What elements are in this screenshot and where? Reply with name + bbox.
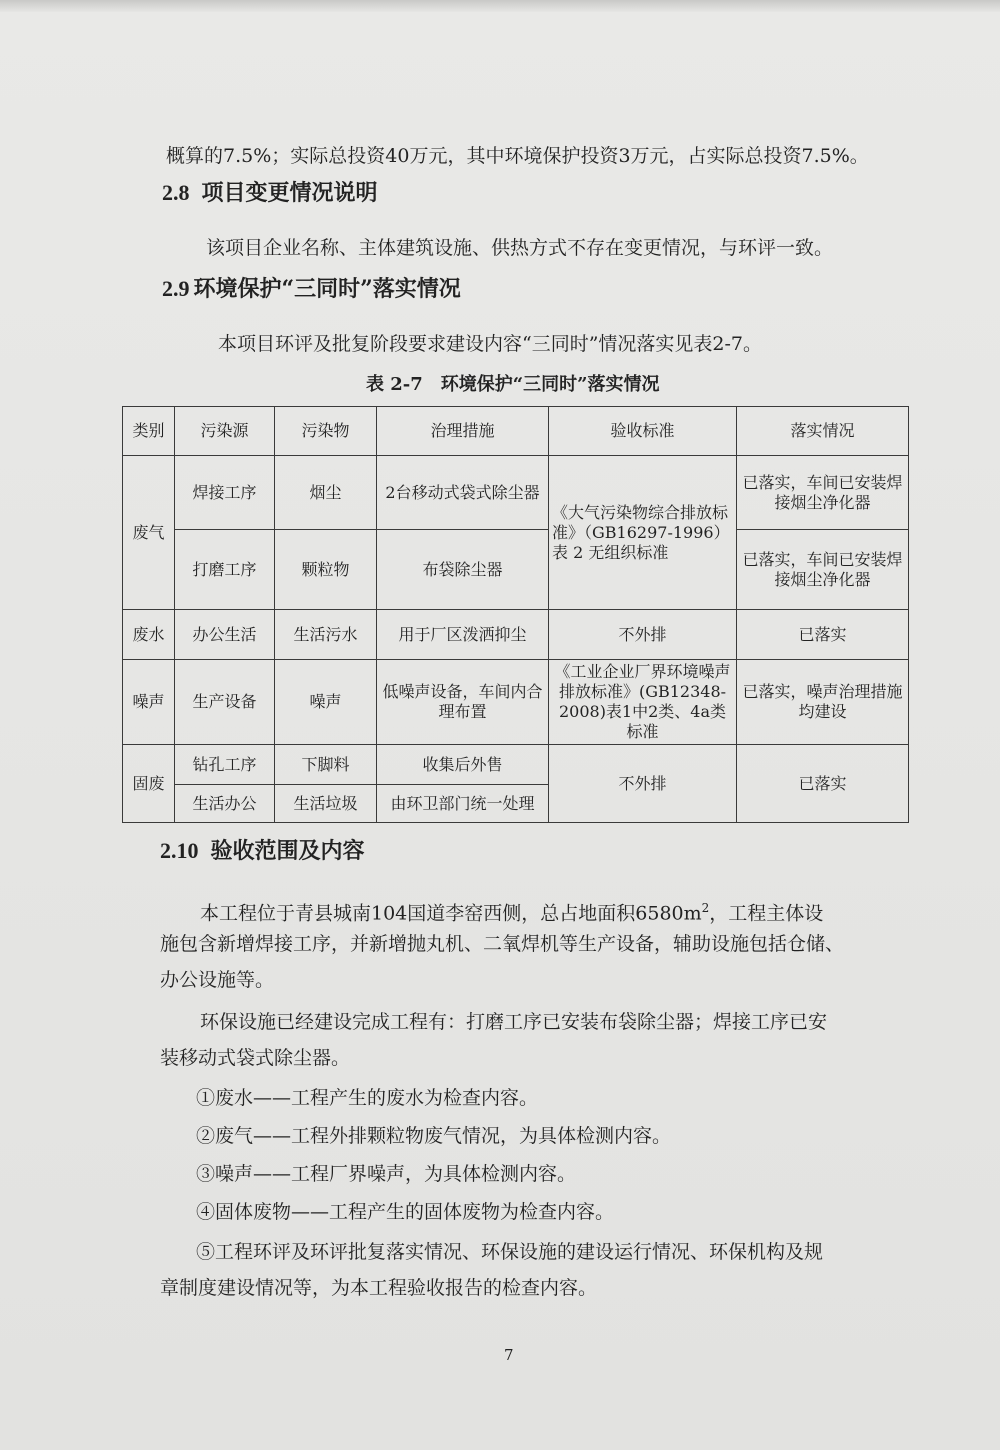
source-cell: 焊接工序 [175,456,275,530]
table-row [123,456,909,530]
scope-item: ①废水——工程产生的废水为检查内容。 [196,1087,539,1109]
three-simultaneous-table [122,406,909,823]
scope-item-continued: 章制度建设情况等，为本工程验收报告的检查内容。 [160,1277,598,1299]
scope-item: ③噪声——工程厂界噪声，为具体检测内容。 [196,1163,577,1185]
section-2-10-heading [160,834,365,865]
section-2-9-text: 本项目环评及批复阶段要求建设内容“三同时”情况落实见表2-7。 [218,333,763,355]
table-row [123,660,909,745]
measure-cell: 2台移动式袋式除尘器 [377,456,549,530]
source-cell: 办公生活 [175,610,275,660]
col-header: 类别 [123,407,175,456]
measure-cell: 用于厂区泼洒抑尘 [377,610,549,660]
scope-item: ②废气——工程外排颗粒物废气情况，为具体检测内容。 [196,1125,672,1147]
scan-edge [0,0,1000,12]
measure-cell: 低噪声设备，车间内合理布置 [377,660,549,745]
section-2-8-heading [162,176,378,207]
pollutant-cell: 生活垃圾 [275,785,377,823]
category-cell: 固废 [123,745,175,823]
status-cell: 已落实，车间已安装焊接烟尘净化器 [737,456,909,530]
col-header: 污染源 [175,407,275,456]
section-title: 环境保护“三同时”落实情况 [193,276,461,302]
standard-cell: 《大气污染物综合排放标准》（GB16297-1996）表 2 无组织标准 [549,456,737,610]
status-cell: 已落实 [737,610,909,660]
section-number: 2.10 [160,838,199,863]
col-header: 落实情况 [737,407,909,456]
section-title: 项目变更情况说明 [201,180,378,206]
scope-item: ⑤工程环评及环评批复落实情况、环保设施的建设运行情况、环保机构及规 [196,1241,824,1263]
page-number: 7 [504,1346,514,1364]
standard-cell: 不外排 [549,610,737,660]
col-header: 治理措施 [377,407,549,456]
pollutant-cell: 烟尘 [275,456,377,530]
source-cell: 打磨工序 [175,530,275,610]
table-row [123,745,909,785]
scope-paragraph-line: 办公设施等。 [160,969,275,991]
section-2-9-heading [162,272,461,303]
category-cell: 废水 [123,610,175,660]
measure-cell: 收集后外售 [377,745,549,785]
facility-paragraph-line: 装移动式袋式除尘器。 [160,1047,351,1069]
table-header-row [123,407,909,456]
section-2-8-text: 该项目企业名称、主体建筑设施、供热方式不存在变更情况，与环评一致。 [206,237,834,259]
col-header: 污染物 [275,407,377,456]
facility-paragraph-line: 环保设施已经建设完成工程有：打磨工序已安装布袋除尘器；焊接工序已安 [200,1011,828,1033]
standard-cell: 《工业企业厂界环境噪声排放标准》(GB12348-2008)表1中2类、4a类标准 [549,660,737,745]
col-header: 验收标准 [549,407,737,456]
pollutant-cell: 下脚料 [275,745,377,785]
scope-text: ，工程主体设 [709,902,824,925]
pollutant-cell: 噪声 [275,660,377,745]
standard-cell: 不外排 [549,745,737,823]
measure-cell: 布袋除尘器 [377,530,549,610]
category-cell: 噪声 [123,660,175,745]
scope-item: ④固体废物——工程产生的固体废物为检查内容。 [196,1201,615,1223]
status-cell: 已落实，车间已安装焊接烟尘净化器 [737,530,909,610]
scope-paragraph-line: 施包含新增焊接工序，并新增抛丸机、二氧焊机等生产设备，辅助设施包括仓储、 [160,933,845,955]
table-row [123,610,909,660]
scope-text: 本工程位于青县城南104国道李窑西侧，总占地面积6580m [200,902,702,925]
measure-cell: 由环卫部门统一处理 [377,785,549,823]
pollutant-cell: 颗粒物 [275,530,377,610]
category-cell: 废气 [123,456,175,610]
status-cell: 已落实，噪声治理措施均建设 [737,660,909,745]
source-cell: 生活办公 [175,785,275,823]
source-cell: 生产设备 [175,660,275,745]
source-cell: 钻孔工序 [175,745,275,785]
section-number: 2.8 [162,180,190,205]
pollutant-cell: 生活污水 [275,610,377,660]
status-cell: 已落实 [737,745,909,823]
superscript: 2 [701,901,710,915]
table-row [123,530,909,610]
section-number: 2.9 [162,276,190,301]
table-caption: 表 2-7 环境保护“三同时”落实情况 [366,374,660,395]
section-title: 验收范围及内容 [210,838,365,864]
intro-line: 概算的7.5%；实际总投资40万元，其中环境保护投资3万元，占实际总投资7.5%。 [166,145,869,167]
